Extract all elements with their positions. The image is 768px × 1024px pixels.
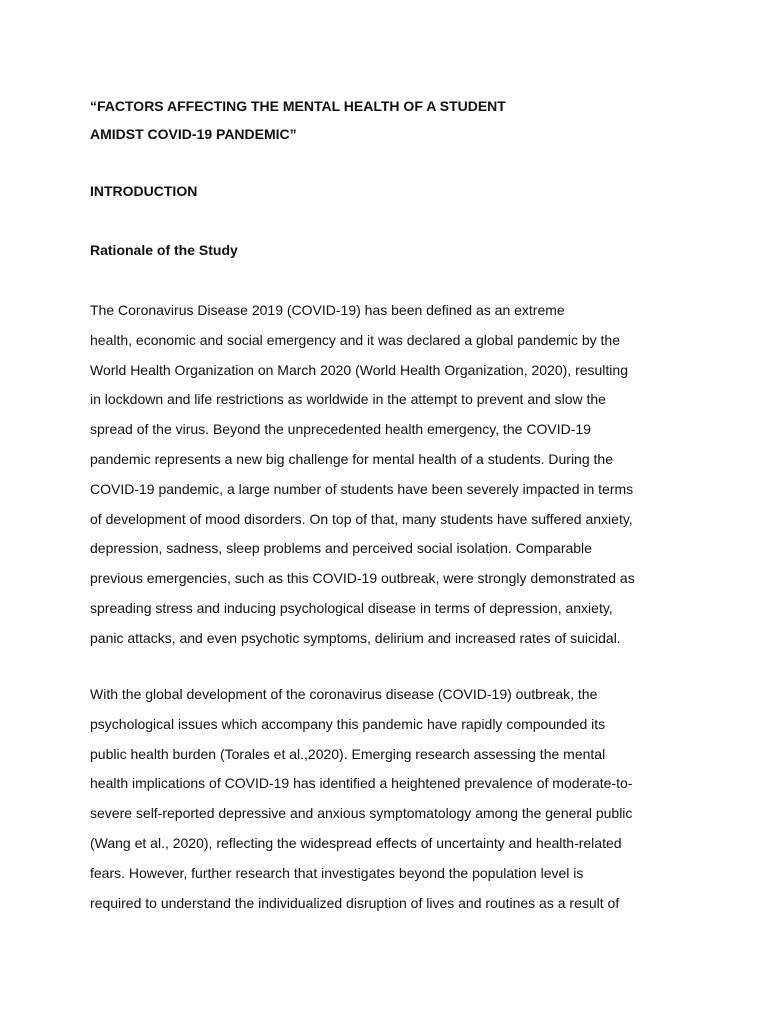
text-line: The Coronavirus Disease 2019 (COVID-19) has been defined as an extreme [90, 302, 565, 318]
text-line: health implications of COVID-19 has identified a heightened prevalence of moderate-to- [90, 775, 633, 792]
text-line: World Health Organization on March 2020 (World Health Organization, 2020), resulting [90, 361, 628, 378]
title-line: “FACTORS AFFECTING THE MENTAL HEALTH OF A STUDENT [90, 98, 506, 114]
text-line: fears. However, further research that investigates beyond the population level is [90, 864, 584, 881]
text-line: (Wang et al., 2020), reflecting the widespread effects of uncertainty and health-related [90, 834, 622, 851]
text-line: COVID-19 pandemic, a large number of students have been severely impacted in terms [90, 480, 634, 497]
body-paragraph [90, 680, 690, 918]
text-line: panic attacks, and even psychotic symptoms, delirium and increased rates of suicidal. [90, 629, 621, 646]
document-title [90, 92, 710, 148]
subsection-heading-rationale: Rationale of the Study [90, 242, 238, 258]
text-line: With the global development of the coronavirus disease (COVID-19) outbreak, the [90, 686, 598, 702]
text-line: required to understand the individualized disruption of lives and routines as a result of [90, 894, 620, 911]
text-line: previous emergencies, such as this COVID-19 outbreak, were strongly demonstrated as [90, 570, 635, 587]
text-line: pandemic represents a new big challenge for mental health of a students. During the [90, 450, 613, 467]
text-line: public health burden (Torales et al.,2020). Emerging research assessing the mental [90, 745, 606, 762]
text-line: psychological issues which accompany this pandemic have rapidly compounded its [90, 715, 606, 732]
body-paragraph [90, 296, 690, 654]
text-line: in lockdown and life restrictions as worldwide in the attempt to prevent and slow the [90, 391, 606, 408]
text-line: of development of mood disorders. On top of that, many students have suffered anxiety, [90, 510, 633, 527]
section-heading-introduction: INTRODUCTION [90, 183, 198, 199]
text-line: spreading stress and inducing psychological disease in terms of depression, anxiety, [90, 599, 613, 616]
text-line: depression, sadness, sleep problems and perceived social isolation. Comparable [90, 540, 592, 557]
text-line: severe self-reported depressive and anxious symptomatology among the general public [90, 805, 633, 822]
title-line: AMIDST COVID-19 PANDEMIC” [90, 126, 297, 142]
text-line: health, economic and social emergency and it was declared a global pandemic by the [90, 331, 620, 348]
text-line: spread of the virus. Beyond the unprecedented health emergency, the COVID-19 [90, 421, 591, 438]
